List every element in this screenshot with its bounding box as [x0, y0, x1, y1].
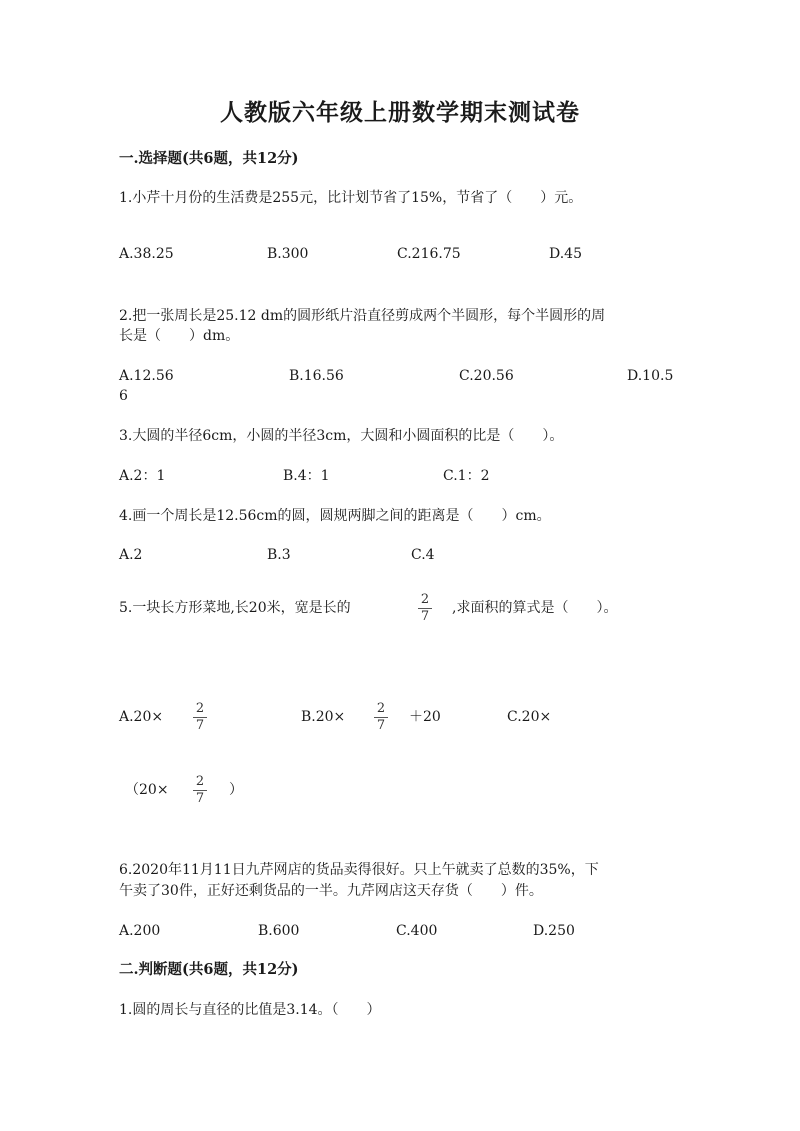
- option: C.20.56: [459, 368, 514, 384]
- fraction-2-7: 2 7: [416, 593, 434, 624]
- option: A.2: [119, 547, 143, 563]
- question-text: 3.大圆的半径6cm，小圆的半径3cm，大圆和小圆面积的比是（ ）。: [119, 428, 564, 444]
- option-continuation: ＋20: [409, 709, 441, 725]
- section-header: 二.判断题(共6题，共12分): [119, 961, 299, 978]
- option: B.600: [258, 923, 300, 939]
- section-header: 一.选择题(共6题，共12分): [119, 150, 299, 167]
- option: D.250: [533, 923, 575, 939]
- option: B.20×: [301, 709, 346, 725]
- option: A.20×: [119, 709, 164, 725]
- option: C.1：2: [443, 468, 490, 484]
- option: D.45: [549, 246, 582, 262]
- option: B.16.56: [289, 368, 344, 384]
- option: A.200: [119, 923, 161, 939]
- fraction-2-7: 2 7: [191, 775, 209, 806]
- question-text: 1.小芹十月份的生活费是255元，比计划节省了15%，节省了（ ）元。: [119, 190, 583, 206]
- option: A.2：1: [119, 468, 166, 484]
- option: 6: [119, 388, 128, 404]
- option: B.4：1: [283, 468, 330, 484]
- option: B.3: [267, 547, 291, 563]
- question-text: 午卖了30件，正好还剩货品的一半。九芹网店这天存货（ ）件。: [119, 883, 543, 899]
- option: C.4: [411, 547, 435, 563]
- option: A.12.56: [119, 368, 174, 384]
- page-title: 人教版六年级上册数学期末测试卷: [220, 99, 580, 126]
- option: D.10.5: [627, 368, 674, 384]
- option: C.20×: [507, 709, 552, 725]
- question-text: 5.一块长方形菜地,长20米，宽是长的: [119, 600, 351, 616]
- option: B.300: [267, 246, 309, 262]
- question-text: ,求面积的算式是（ ）。: [452, 600, 618, 616]
- option-continuation: ）: [229, 782, 243, 798]
- question-text: 1.圆的周长与直径的比值是3.14。（ ）: [119, 1002, 381, 1018]
- question-text: 2.把一张周长是25.12 dm的圆形纸片沿直径剪成两个半圆形，每个半圆形的周: [119, 308, 606, 324]
- option: C.400: [396, 923, 438, 939]
- question-text: 长是（ ）dm。: [119, 328, 240, 344]
- option: A.38.25: [119, 246, 174, 262]
- option: C.216.75: [397, 246, 461, 262]
- question-text: 6.2020年11月11日九芹网店的货品卖得很好。只上午就卖了总数的35%，下: [119, 862, 599, 878]
- fraction-2-7: 2 7: [191, 702, 209, 733]
- question-text: 4.画一个周长是12.56cm的圆，圆规两脚之间的距离是（ ）cm。: [119, 508, 551, 524]
- option-continuation: （20×: [125, 782, 169, 798]
- fraction-2-7: 2 7: [372, 702, 390, 733]
